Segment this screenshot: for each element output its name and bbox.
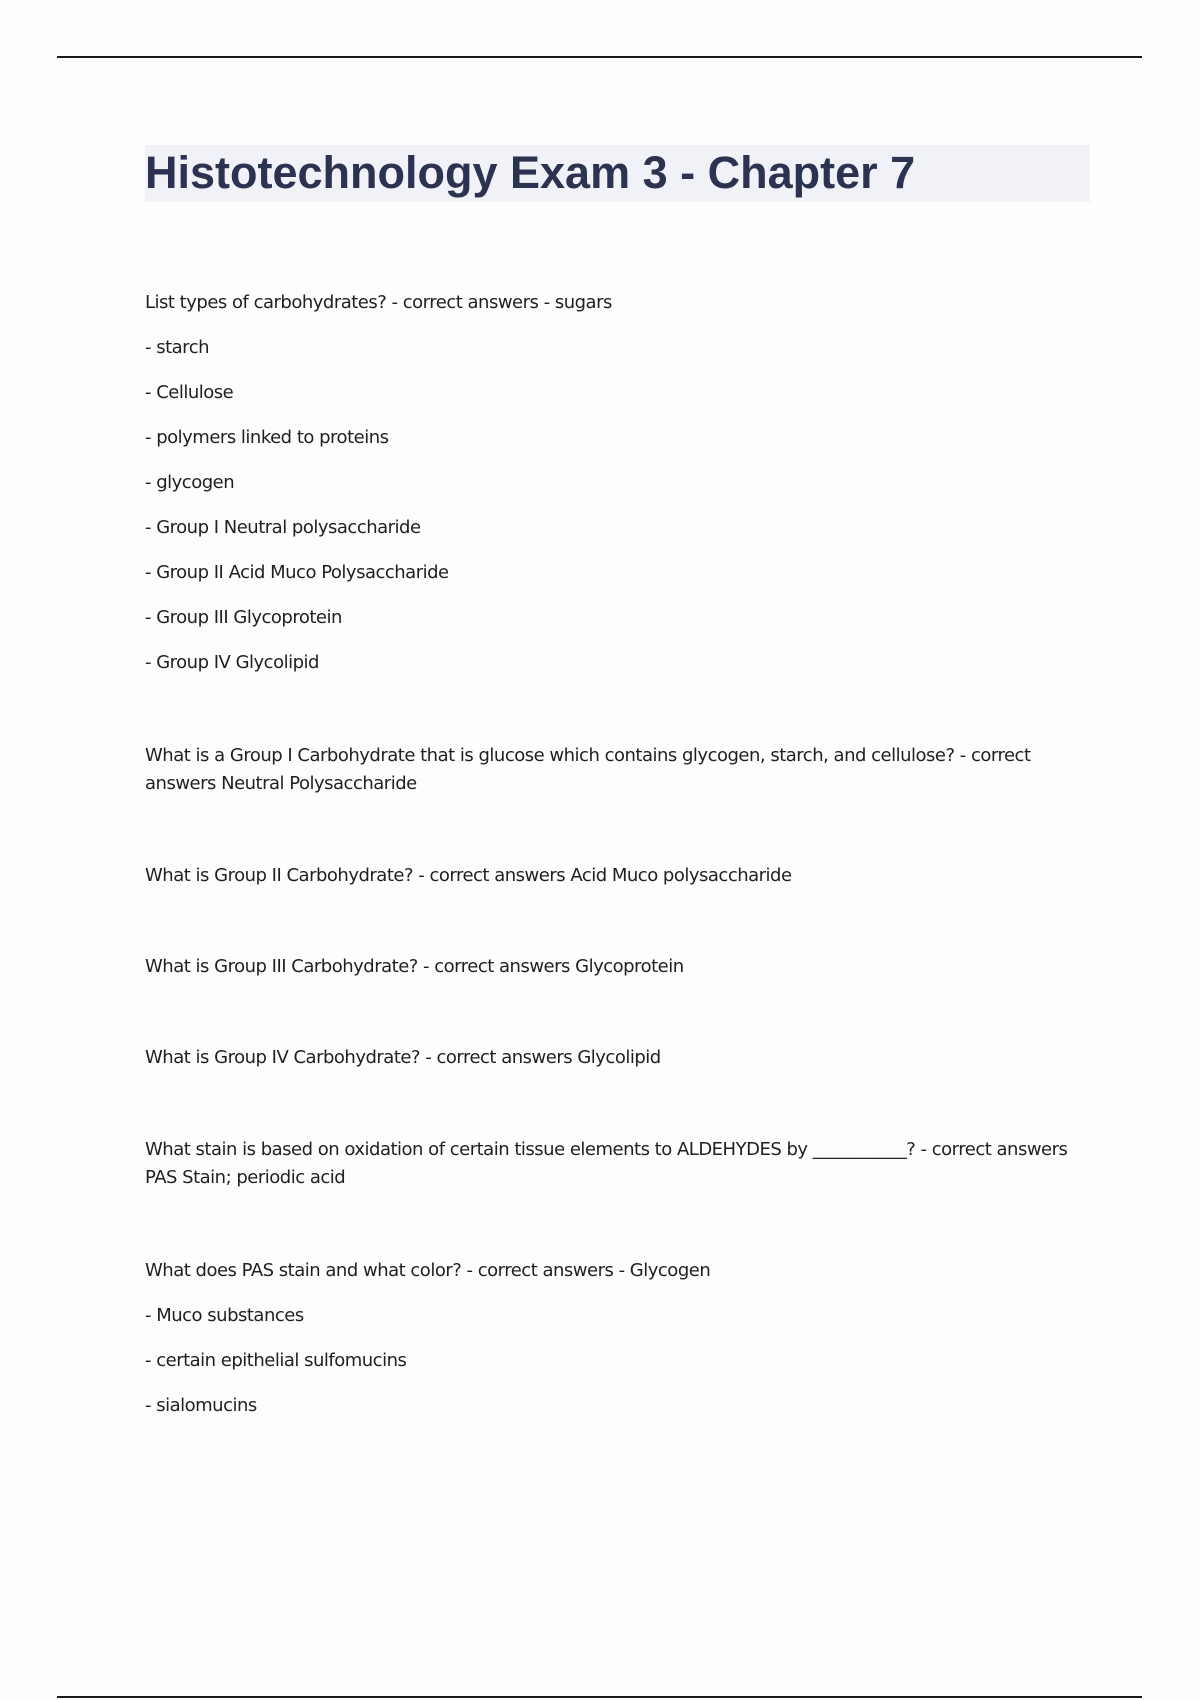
answer-bullet: - polymers linked to proteins <box>145 427 389 448</box>
answer-bullet: - Group III Glycoprotein <box>145 607 342 628</box>
document-body <box>145 289 1085 1420</box>
answer-bullet: - Muco substances <box>145 1305 304 1326</box>
qa-block-carbohydrate-types <box>145 289 1085 677</box>
qa-block-group-ii <box>145 862 1085 890</box>
answer-bullet: - sialomucins <box>145 1395 257 1416</box>
answer-bullet: - Cellulose <box>145 382 234 403</box>
qa-block-pas-stains <box>145 1257 1085 1420</box>
answer-bullet: - certain epithelial sulfomucins <box>145 1350 407 1371</box>
question-text: What is a Group I Carbohydrate that is glucose which contains glycogen, starch, and cellulose? - correct answers Neutral Polysaccharide <box>145 745 1031 794</box>
qa-block-group-iv <box>145 1044 1085 1072</box>
top-rule <box>57 56 1142 58</box>
qa-block-pas-oxidation <box>145 1136 1085 1192</box>
question-text: What stain is based on oxidation of certain tissue elements to ALDEHYDES by ___________? - correct answers PAS Stain; periodic acid <box>145 1139 1068 1188</box>
question-text: What is Group IV Carbohydrate? - correct answers Glycolipid <box>145 1047 661 1068</box>
answer-bullet: - Group I Neutral polysaccharide <box>145 517 421 538</box>
answer-bullet: - Group IV Glycolipid <box>145 652 319 673</box>
qa-block-group-i <box>145 742 1085 798</box>
question-text: List types of carbohydrates? - correct answers - sugars <box>145 292 612 313</box>
answer-bullet: - starch <box>145 337 209 358</box>
answer-bullet: - Group II Acid Muco Polysaccharide <box>145 562 449 583</box>
document-title: Histotechnology Exam 3 - Chapter 7 <box>145 147 916 198</box>
qa-block-group-iii <box>145 953 1085 981</box>
question-text: What is Group II Carbohydrate? - correct answers Acid Muco polysaccharide <box>145 865 792 886</box>
answer-bullet: - glycogen <box>145 472 235 493</box>
question-text: What is Group III Carbohydrate? - correct answers Glycoprotein <box>145 956 684 977</box>
question-text: What does PAS stain and what color? - correct answers - Glycogen <box>145 1260 711 1281</box>
bottom-rule <box>57 1696 1142 1698</box>
